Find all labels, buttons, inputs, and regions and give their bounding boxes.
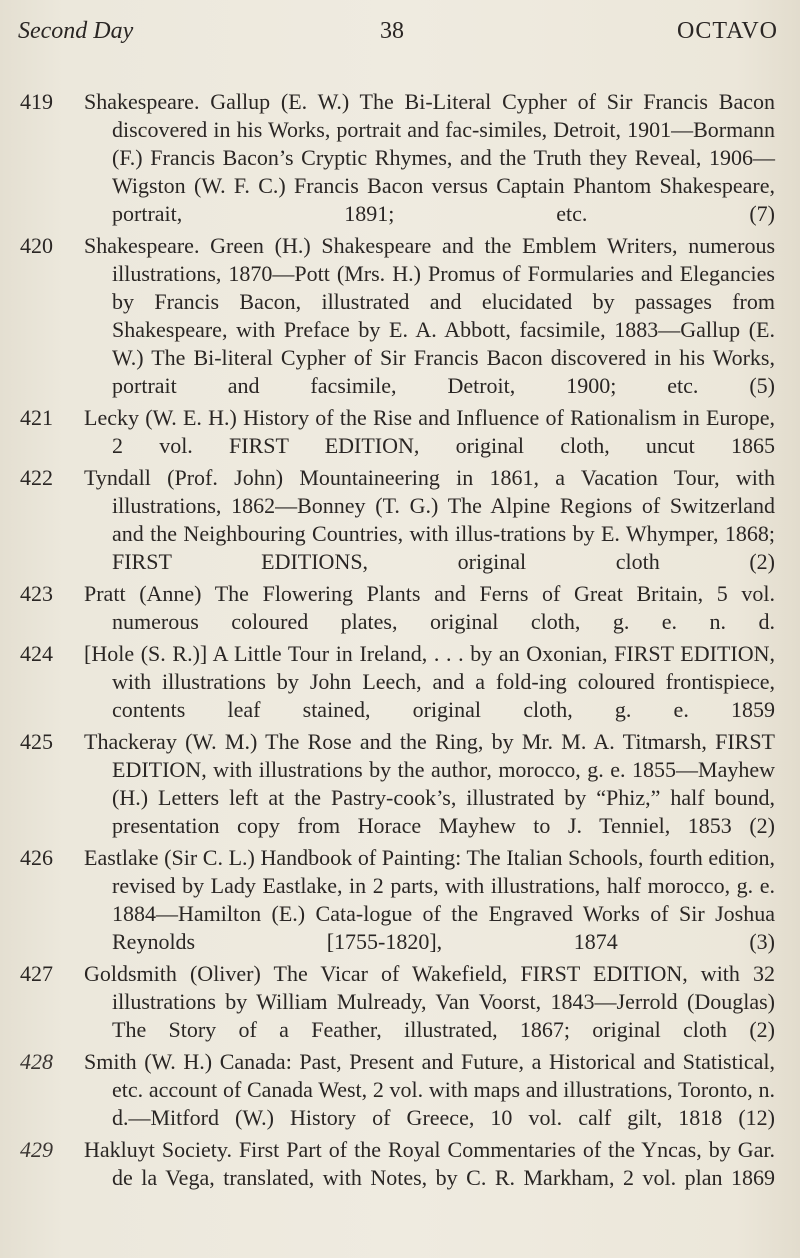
- page-number: 38: [380, 18, 404, 44]
- lot-description: Pratt (Anne) The Flowering Plants and Ferns of Great Britain, 5 vol. numerous coloured plates, original cloth, g. e. n. d.: [84, 581, 775, 634]
- lot-entry: [20, 232, 775, 400]
- lot-number: 425: [20, 729, 53, 754]
- lot-number: 429: [20, 1137, 53, 1162]
- lot-entry: [20, 844, 775, 956]
- lot-description: Eastlake (Sir C. L.) Handbook of Painting: The Italian Schools, fourth edition, revised by Lady Eastlake, in 2 parts, with illustrations, half morocco, g. e. 1884—Hamilton (E.) Cata-logue of the Engraved Works of Sir Joshua Reynolds [1755-1820], 1874 (3): [84, 845, 775, 954]
- lot-list: [20, 88, 775, 1196]
- lot-description: Smith (W. H.) Canada: Past, Present and Future, a Historical and Statistical, etc. account of Canada West, 2 vol. with maps and illustrations, Toronto, n. d.—Mitford (W.) History of Greece, 10 vol. calf gilt, 1818 (12): [84, 1049, 775, 1130]
- lot-description: Thackeray (W. M.) The Rose and the Ring, by Mr. M. A. Titmarsh, FIRST EDITION, with illustrations by the author, morocco, g. e. 1855—Mayhew (H.) Letters left at the Pastry-cook’s, illustrated by “Phiz,” half bound, presentation copy from Horace Mayhew to J. Tenniel, 1853 (2): [84, 729, 775, 838]
- lot-entry: [20, 1136, 775, 1192]
- lot-entry: [20, 960, 775, 1044]
- lot-number: 424: [20, 641, 53, 666]
- lot-number: 428: [20, 1049, 53, 1074]
- lot-description: Goldsmith (Oliver) The Vicar of Wakefield, FIRST EDITION, with 32 illustrations by William Mulready, Van Voorst, 1843—Jerrold (Douglas) The Story of a Feather, illustrated, 1867; original cloth (2): [84, 961, 775, 1042]
- lot-number: 422: [20, 465, 53, 490]
- lot-description: Lecky (W. E. H.) History of the Rise and Influence of Rationalism in Europe, 2 vol. FIRST EDITION, original cloth, uncut 1865: [84, 405, 775, 458]
- lot-number: 420: [20, 233, 53, 258]
- lot-entry: [20, 640, 775, 724]
- lot-entry: [20, 1048, 775, 1132]
- lot-number: 423: [20, 581, 53, 606]
- lot-number: 421: [20, 405, 53, 430]
- lot-number: 419: [20, 89, 53, 114]
- format-heading: OCTAVO: [677, 18, 778, 44]
- lot-number: 427: [20, 961, 53, 986]
- lot-entry: [20, 728, 775, 840]
- lot-description: Shakespeare. Gallup (E. W.) The Bi-Literal Cypher of Sir Francis Bacon discovered in his Works, portrait and fac-similes, Detroit, 1901—Bormann (F.) Francis Bacon’s Cryptic Rhymes, and the Truth they Reveal, 1906—Wigston (W. F. C.) Francis Bacon versus Captain Phantom Shakespeare, portrait, 1891; etc. (7): [84, 89, 775, 226]
- lot-description: Hakluyt Society. First Part of the Royal Commentaries of the Yncas, by Gar. de la Vega, translated, with Notes, by C. R. Markham, 2 vol. plan 1869: [84, 1137, 775, 1190]
- lot-entry: [20, 580, 775, 636]
- lot-entry: [20, 88, 775, 228]
- lot-number: 426: [20, 845, 53, 870]
- lot-description: Shakespeare. Green (H.) Shakespeare and the Emblem Writers, numerous illustrations, 1870—Pott (Mrs. H.) Promus of Formularies and Elegancies by Francis Bacon, illustrated and elucidated by passages from Shakespeare, with Preface by E. A. Abbott, facsimile, 1883—Gallup (E. W.) The Bi-literal Cypher of Sir Francis Bacon discovered in his Works, portrait and facsimile, Detroit, 1900; etc. (5): [84, 233, 775, 398]
- lot-description: [Hole (S. R.)] A Little Tour in Ireland, . . . by an Oxonian, FIRST EDITION, with illustrations by John Leech, and a fold-ing coloured frontispiece, contents leaf stained, original cloth, g. e. 1859: [84, 641, 775, 722]
- lot-entry: [20, 404, 775, 460]
- page-header: [18, 18, 778, 50]
- day-heading: Second Day: [18, 18, 134, 44]
- lot-entry: [20, 464, 775, 576]
- lot-description: Tyndall (Prof. John) Mountaineering in 1861, a Vacation Tour, with illustrations, 1862—Bonney (T. G.) The Alpine Regions of Switzerland and the Neighbouring Countries, with illus-trations by E. Whymper, 1868; FIRST EDITIONS, original cloth (2): [84, 465, 775, 574]
